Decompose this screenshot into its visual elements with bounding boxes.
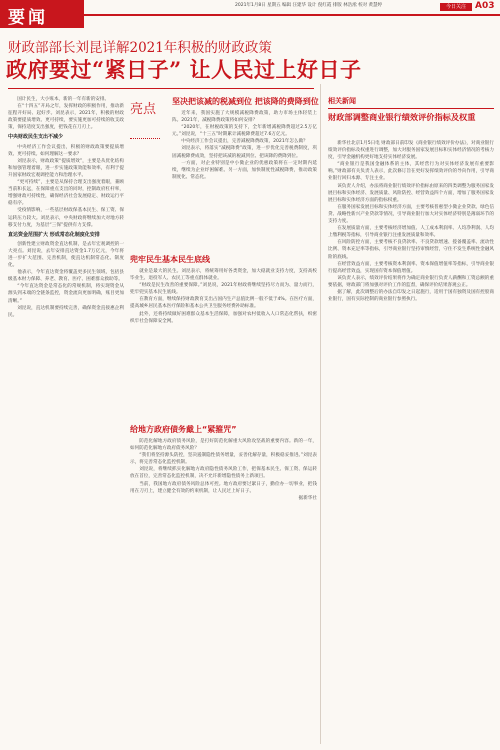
section-block	[0, 0, 84, 28]
paragraph: 在“十四五”开局之年，发挥财政的积极作用，推动新征程开好局、起好步。刘昆表示，2021年，积极的财政政策要提质增效、更可持续，要实施更加可持续的收支政策，保持适度支出强度，把钱花在刀刃上。	[8, 104, 124, 131]
headline-rule	[8, 88, 314, 89]
masthead	[0, 0, 500, 28]
paragraph: 在发展质量方面，主要考核经济增加值、人工成本利润率、人均净利润、人均上缴利税等指标，引导商业银行注重发展质量和效率。	[328, 226, 494, 239]
section-body-2	[130, 268, 317, 418]
paragraph: 该负责人介绍，办法将商业银行绩效评价指标由原来的四类调整为服务国家发展目标和实体经济、发展质量、风险防控、经营效益四个方面，增加了服务国家发展目标和实体经济方面的指标权重。	[328, 183, 494, 203]
paragraph: 刘昆说，将继续抓实化解地方政府隐性债务风险工作，把保基本民生、保工资、保运转放在首位，完善常态化监控机制，决不允许新增隐性债务上新项目。	[130, 467, 317, 480]
section-title: 要闻	[8, 8, 48, 28]
paragraph: 国计民生，大小账本，新的一年有新的安排。	[17, 97, 110, 102]
paragraph: 新华社北京1月5日电 财政部日前印发《商业银行绩效评价办法》，对商业银行绩效评价指标及权重进行调整，加大对服务国家发展目标和实体经济情况的考核力度，引导金融机构更好地支持实体经济发展。	[328, 141, 494, 161]
paragraph: “财政是民生改善的重要保障。”刘昆说，2021年财政将继续坚持尽力而为、量力而行，兜牢兜实基本民生底线。	[130, 283, 317, 296]
paragraph: 中央经济工作会议提出，积极的财政政策要提质增效、更可持续。如何理解这一要求？	[8, 144, 124, 157]
paragraph: 防范化解地方政府债务风险，是打好防范化解重大风险攻坚战的重要内容。新的一年，如何防范化解地方政府债务风险？	[130, 439, 317, 452]
sidebar-label: 相关新闻	[328, 97, 356, 105]
paragraph: 在经营效益方面，主要考核资本利润率、资本保值增值率等指标，引导商业银行提高经营效益，实现国有资本保值增值。	[328, 261, 494, 274]
masthead-badge: 今日关注	[440, 3, 472, 11]
section-body-1	[172, 110, 317, 248]
sub-heading: 直达资金范围扩大 形成常态化制度化安排	[8, 231, 100, 238]
highlight-label: 亮点	[130, 102, 157, 117]
paragraph: 在服务国家发展目标和实体经济方面，主要考核普惠型小微企业贷款、绿色信贷、战略性新兴产业贷款等情况，引导商业银行加大对实体经济特别是薄弱环节的支持力度。	[328, 204, 494, 225]
paragraph: 据了解，此次调整后的办法自印发之日起施行，适用于国有独资及国有控股商业银行，国有实际控制的商业银行参照执行。	[328, 289, 494, 303]
article-column-2-upper	[130, 146, 168, 246]
paragraph: “今年直达资金是常态化的常规机制，将实现资金从源头到末端的全链条监控，资金流向更加明确，账目更加清晰。”	[8, 284, 124, 304]
paragraph: 当前，我国地方政府债务风险总体可控。地方政府要过紧日子，勤俭办一切事业，把钱用在刀刃上，建立健全有效的约束机制，让人民过上好日子。	[130, 481, 317, 494]
paragraph: 在风险防控方面，主要考核不良贷款率、不良贷款增速、拨备覆盖率、流动性比例、资本充足率等指标，引导商业银行坚持审慎经营，守住不发生系统性金融风险的底线。	[328, 240, 494, 260]
article-headline: 政府要过“紧日子” 让人民过上好日子	[6, 57, 362, 82]
paragraph: 中央经济工作会议提出，完善减税降费政策，2021年怎么做？	[181, 139, 308, 145]
paragraph: 一方面，对企业特别是中小微企业的优惠政策将在一定时期内延续，继续为企业纾困解难。另一方面，加快制度性减税降费，推动政策制度化、常态化。	[172, 160, 317, 180]
byline: 据新华社	[298, 495, 317, 501]
paragraph: “2020年，在财税政策的支持下，全年新增减税降费超过2.5万亿元。”刘昆说，“十三五”时期累计减税降费超过7.6万亿元。	[172, 125, 317, 138]
paragraph: 此外，还将持续做好困难群众基本生活保障，加强对农村低收入人口常态化帮扶，织密织牢社会保障安全网。	[130, 311, 317, 324]
paragraph: 在教育方面，继续保持财政教育支出占国内生产总值比例一般不低于4%。在医疗方面，提高城乡居民基本医疗保险和基本公共卫生服务经费补助标准。	[130, 297, 317, 310]
paragraph: 刘昆表示，财政政策“提质增效”，主要是从优化结构和加强管理着眼，进一步实施政策效能和效率，有利于提升国家财政宏观调控能力和治理水平。	[8, 158, 124, 178]
paragraph: 该负责人表示，绩效评价结果将作为确定商业银行负责人薪酬和工资总额的重要依据，财政部门将加强对评价工作的监督，确保评价结果客观公正。	[328, 275, 494, 288]
paragraph: 近年来，我国实施了大规模减税降费政策，助力市场主体轻装上阵。2021年，减税降费政策将如何安排？	[172, 111, 317, 124]
masthead-rule	[84, 14, 500, 16]
page-number: A03	[475, 1, 495, 11]
paragraph: 就业是最大的民生。刘昆表示，将统筹用好各类资金，加大稳就业支持力度，支持高校毕业生、退役军人、农民工等重点群体就业。	[130, 269, 317, 282]
article-column-1	[8, 96, 124, 746]
sidebar-body	[328, 140, 494, 746]
article-subtitle: 财政部部长刘昆详解2021年积极的财政政策	[8, 40, 272, 56]
paragraph: 刘昆表示，将落实“减税降费”政策，进一步优化完善税费制度，巩固减税降费成效，坚持把该减的税减到位、把该降的费降到位。	[172, 146, 317, 159]
masthead-meta: 2021年1月8日 星期五 编辑 汪建华 设计 倪红霞 排版 林浩淞 校对 黄慧婷	[235, 3, 383, 8]
section-body-3	[130, 438, 317, 738]
section-heading-1: 坚决把该减的税减到位 把该降的费降到位	[172, 97, 319, 106]
section-heading-2: 兜牢民生基本民生底线	[130, 255, 210, 264]
paragraph: “我们将坚持源头防控，坚决遏制隐性债务增量，妥善化解存量，积极稳妥推进。”刘昆表示，将完善常态化监控机制。	[130, 453, 317, 466]
sidebar-title: 财政部调整商业银行绩效评价指标及权重	[328, 112, 476, 122]
paragraph: “更可持续”，主要是从保持合理支出强度着眼，兼顾当前和长远，在保障重点支出的同时，控制政府杠杆率，增强财政可持续性，确保经济社会发展稳定、财政运行平稳有序。	[8, 180, 124, 207]
paragraph: “商业银行是我国金融体系的主体，其经营行为对实体经济发展有重要影响。”财政部有关负责人表示，此次修订旨在更好发挥绩效评价的导向作用，引导商业银行回归本源、专注主业。	[328, 162, 494, 182]
sub-heading: 中央财政民生支出不减少	[8, 134, 64, 141]
paragraph: 刘昆说，直达机制要持续完善，确保资金直接惠企利民。	[8, 305, 124, 318]
column-divider	[320, 84, 321, 744]
section-heading-3: 给地方政府债务戴上“紧箍咒”	[130, 425, 237, 434]
highlight-dots	[130, 138, 160, 142]
paragraph: 他表示，今年直达资金将覆盖更多民生领域，包括县级基本财力保障、养老、教育、医疗、困难群众救助等。	[8, 270, 124, 283]
sidebar-header	[328, 96, 494, 109]
paragraph: 创新性建立财政资金直达机制，是去年宏观调控的一大亮点。刘昆说，去年安排直达资金1.7万亿元，今年将进一步扩大范围、完善机制，使直达机制常态化、制度化。	[8, 241, 124, 269]
paragraph: 受疫情影响，一些基层财政保基本民生、保工资、保运转压力较大。刘昆表示，中央财政将继续加大对地方转移支付力度，为基层“三保”提供有力支撑。	[8, 208, 124, 228]
